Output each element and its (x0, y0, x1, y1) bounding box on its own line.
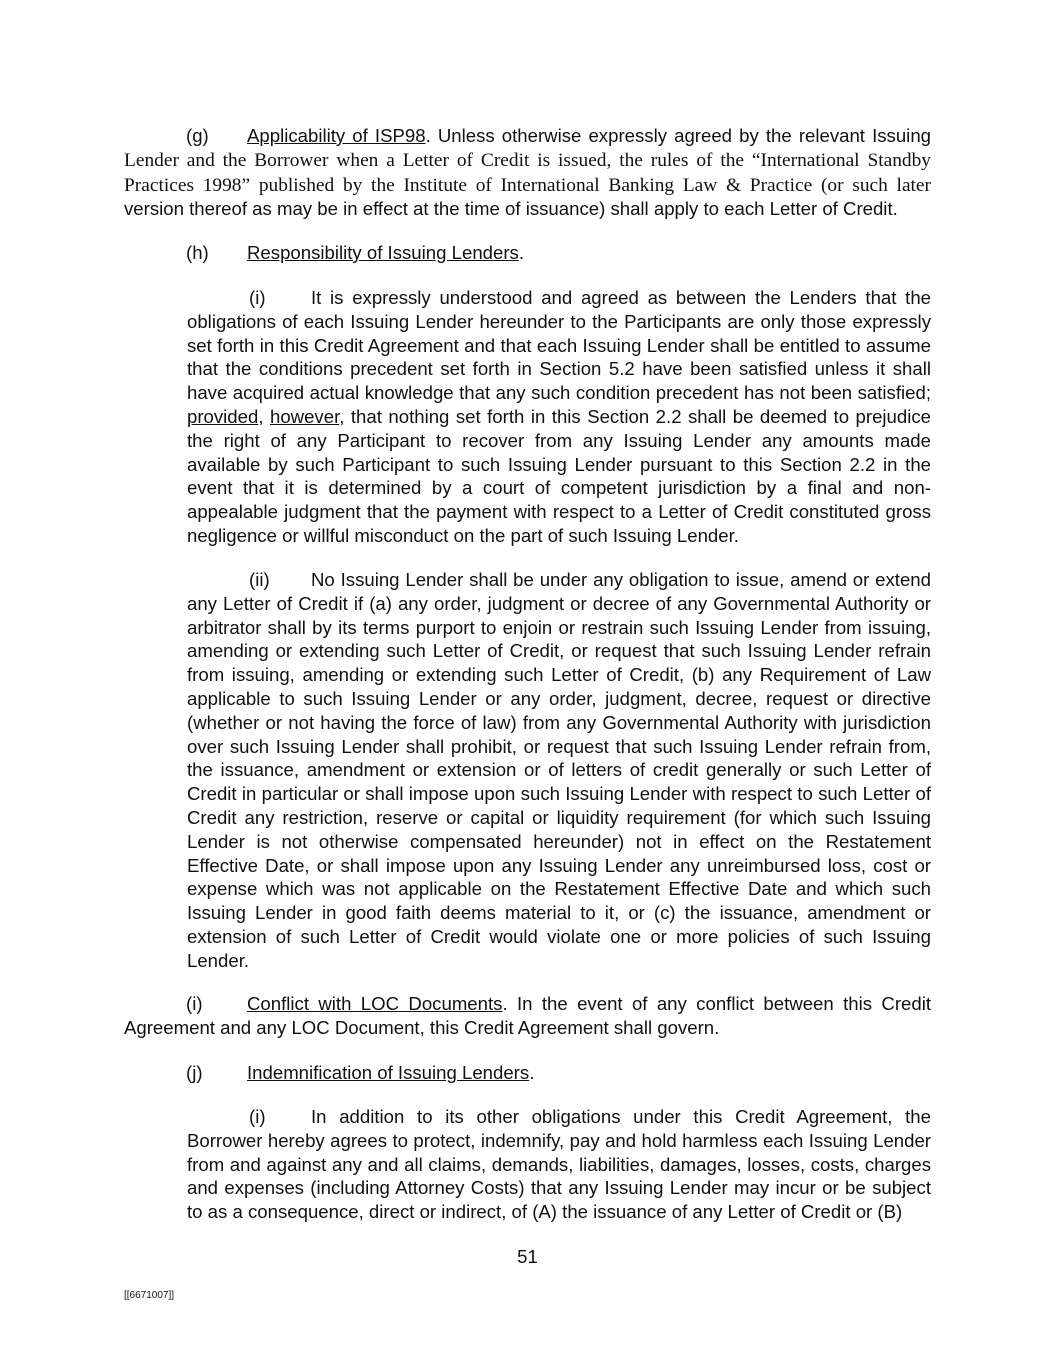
subparagraph-text: It is expressly understood and agreed as between the Lenders that the obligations of each Issuing Lender hereunder to the Participants are only those expressly set forth in this Credit Agreement and that each Issuing Lender shall be entitled to assume that the conditions precedent set forth in Section 5.2 have been satisfied unless it shall have acquired actual knowledge that any such condition precedent has not been satisfied; (187, 287, 931, 404)
paragraph-i (124, 992, 931, 1040)
subparagraph-j-i (187, 1105, 931, 1224)
page-number: 51 (517, 1246, 538, 1267)
paragraph-text: . In the event of any conflict between this Credit Agreement and any LOC Document, this Credit Agreement shall govern. (124, 993, 931, 1038)
paragraph-heading: Indemnification of Issuing Lenders (247, 1062, 530, 1083)
paragraph-heading-end: . (518, 242, 524, 263)
subparagraph-label: (i) (249, 287, 266, 308)
however-term: however (269, 405, 340, 427)
paragraph-heading: Applicability of ISP98 (247, 125, 426, 146)
paragraph-heading: Responsibility of Issuing Lenders (247, 242, 519, 263)
subparagraph-text: No Issuing Lender shall be under any obligation to issue, amend or extend any Letter of Credit if (a) any order, judgment or decree of any Governmental Authority or arbitrator shall by its terms purport to enjoin or restrain such Issuing Lender from issuing, amending or extending such Letter of Credit, or request that such Issuing Lender refrain from issuing, amending or extending such Letter of Credit, (b) any Requirement of Law applicable to such Issuing Lender or any order, judgment, decree, request or directive (whether or not having the force of law) from any Governmental Authority with jurisdiction over such Issuing Lender shall prohibit, or request that such Issuing Lender refrain from, the issuance, amendment or extension or of letters of credit generally or such Letter of Credit in particular or shall impose upon such Issuing Lender with respect to such Letter of Credit any restriction, reserve or capital or liquidity requirement (for which such Issuing Lender is not otherwise compensated hereunder) not in effect on the Restatement Effective Date, or shall impose upon any Issuing Lender any unreimbursed loss, cost or expense which was not applicable on the Restatement Effective Date and which such Issuing Lender in good faith deems material to it, or (c) the issuance, amendment or extension of such Letter of Credit would violate one or more policies of such Issuing Lender. (187, 569, 931, 971)
paragraph-j (124, 1061, 931, 1085)
paragraph-g (124, 124, 931, 221)
provided-term: provided (187, 405, 259, 427)
subparagraph-h-i (187, 286, 931, 548)
subparagraph-h-ii (187, 568, 931, 973)
paragraph-heading: Conflict with LOC Documents (247, 993, 503, 1014)
subparagraph-label: (i) (249, 1106, 266, 1127)
paragraph-text: . Unless otherwise expressly agreed by the relevant Issuing (425, 125, 931, 146)
subparagraph-text: In addition to its other obligations under this Credit Agreement, the Borrower hereby agrees to protect, indemnify, pay and hold harmless each Issuing Lender from and against any and all claims, demands, liabilities, damages, losses, costs, charges and expenses (including Attorney Costs) that any Issuing Lender may incur or be subject to as a consequence, direct or indirect, of (A) the issuance of any Letter of Credit or (B) (187, 1106, 931, 1223)
subparagraph-label: (ii) (249, 569, 270, 590)
paragraph-h (124, 241, 931, 265)
subparagraph-text: , that nothing set forth in this Section 2.2 shall be deemed to prejudice the right of any Participant to recover from any Issuing Lender any amounts made available by such Participant to such Issuing Lender pursuant to this Section 2.2 in the event that it is determined by a court of competent jurisdiction by a final and non-appealable judgment that the payment with respect to a Letter of Credit constituted gross negligence or willful misconduct on the part of such Issuing Lender. (187, 405, 931, 546)
document-id: [[6671007]] (124, 1290, 175, 1301)
paragraph-text: version thereof as may be in effect at the time of issuance) shall apply to each Letter of Credit. (124, 198, 898, 220)
paragraph-label: (i) (186, 993, 203, 1014)
punctuation: , (258, 405, 264, 427)
paragraph-label: (j) (186, 1062, 203, 1083)
paragraph-heading-end: . (529, 1062, 535, 1083)
paragraph-text-serif: Lender and the Borrower when a Letter of Credit is issued, the rules of the “International Standby Practices 1998” published by the Institute of International Banking Law & Practice (or such later (124, 149, 931, 196)
paragraph-label: (h) (186, 242, 209, 263)
paragraph-label: (g) (186, 125, 209, 146)
